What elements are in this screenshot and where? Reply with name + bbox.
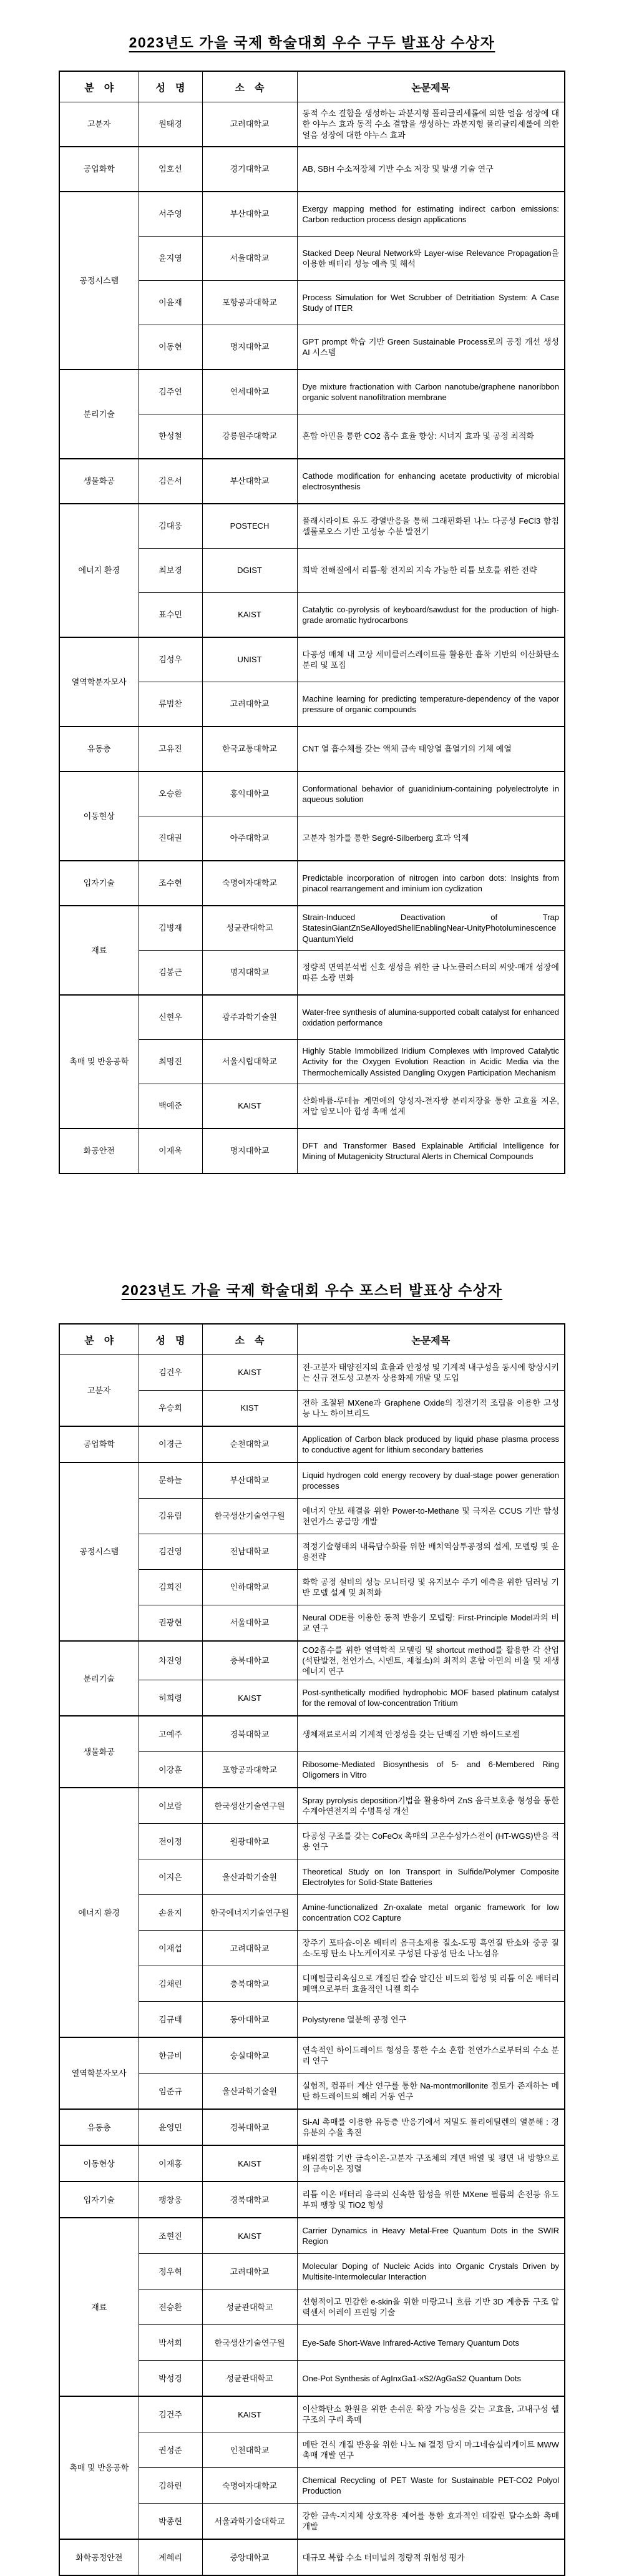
paper-title-cell: Application of Carbon black produced by liquid phase plasma process to conductive agent for lithium secondary batteries: [297, 1426, 565, 1462]
field-cell: 열역학분자모사: [59, 637, 139, 727]
affiliation-cell: 고려대학교: [202, 102, 297, 147]
paper-title-cell: Liquid hydrogen cold energy recovery by dual-stage power generation processes: [297, 1462, 565, 1499]
document-content: [59, 0, 565, 2576]
affiliation-cell: 경북대학교: [202, 1716, 297, 1752]
poster-award-table-body: [59, 1355, 565, 2576]
affiliation-cell: 아주대학교: [202, 816, 297, 861]
affiliation-cell: 충북대학교: [202, 1966, 297, 2002]
name-cell: 신현우: [139, 995, 202, 1040]
poster-award-table-header: [59, 1324, 565, 1355]
paper-title-cell: Stacked Deep Neural Network와 Layer-wise Relevance Propagation을 이용한 배터리 성능 예측 및 해석: [297, 237, 565, 281]
table-row: [59, 1462, 565, 1499]
affiliation-cell: 포항공과대학교: [202, 1752, 297, 1788]
table-row: [59, 1641, 565, 1680]
name-cell: 서주영: [139, 192, 202, 237]
paper-title-cell: CNT 열 흡수체를 갖는 액체 금속 태양열 흡열기의 기체 예열: [297, 727, 565, 771]
field-cell: 생물화공: [59, 459, 139, 504]
paper-title-cell: Water-free synthesis of alumina-supported cobalt catalyst for enhanced oxidation performance: [297, 995, 565, 1040]
name-cell: 김건우: [139, 1355, 202, 1391]
affiliation-cell: 서울대학교: [202, 237, 297, 281]
affiliation-cell: 한국생산기술연구원: [202, 1788, 297, 1824]
name-cell: 김대웅: [139, 504, 202, 549]
name-cell: 전이정: [139, 1824, 202, 1859]
table-row: [59, 1788, 565, 1824]
field-cell: 재료: [59, 906, 139, 995]
paper-title-cell: Carrier Dynamics in Heavy Metal-Free Quantum Dots in the SWIR Region: [297, 2218, 565, 2254]
field-cell: 화학공정안전: [59, 2539, 139, 2575]
table-row: [59, 2037, 565, 2074]
name-cell: 계혜리: [139, 2539, 202, 2575]
column-header-field: 분 야: [59, 1324, 139, 1355]
affiliation-cell: 중앙대학교: [202, 2539, 297, 2575]
name-cell: 이경근: [139, 1426, 202, 1462]
field-cell: 공업화학: [59, 1426, 139, 1462]
field-cell: 열역학분자모사: [59, 2037, 139, 2109]
table-row: [59, 102, 565, 147]
table-row: [59, 370, 565, 414]
oral-award-table-header: [59, 71, 565, 102]
field-cell: 입자기술: [59, 861, 139, 906]
affiliation-cell: 숙명여자대학교: [202, 2468, 297, 2504]
affiliation-cell: 연세대학교: [202, 370, 297, 414]
paper-title-cell: 전하 조절된 MXene과 Graphene Oxide의 정전기적 조립을 이용한 고성능 나노 하이브리드: [297, 1391, 565, 1427]
column-header-paper-title: 논문제목: [297, 1324, 565, 1355]
name-cell: 오승환: [139, 771, 202, 816]
table-row: [59, 727, 565, 771]
name-cell: 박성경: [139, 2361, 202, 2397]
paper-title-cell: Spray pyrolysis deposition기법을 활용하여 ZnS 음극보호층 형성을 통한 수계아연전지의 수명특성 개선: [297, 1788, 565, 1824]
field-cell: 이동현상: [59, 771, 139, 861]
table-row: [59, 2539, 565, 2575]
header-row: [59, 71, 565, 102]
paper-title-cell: 혼합 아민을 통한 CO2 흡수 효율 향상: 시너지 효과 및 공정 최적화: [297, 414, 565, 459]
paper-title-cell: 대규모 복합 수소 터미널의 정량적 위험성 평가: [297, 2539, 565, 2575]
field-cell: 고분자: [59, 1355, 139, 1427]
name-cell: 차진영: [139, 1641, 202, 1680]
name-cell: 이강훈: [139, 1752, 202, 1788]
oral-award-title: 2023년도 가을 국제 학술대회 우수 구두 발표상 수상자: [129, 34, 495, 51]
affiliation-cell: 고려대학교: [202, 682, 297, 727]
name-cell: 김하린: [139, 2468, 202, 2504]
name-cell: 김희진: [139, 1570, 202, 1605]
paper-title-cell: Eye-Safe Short-Wave Infrared-Active Ternary Quantum Dots: [297, 2325, 565, 2361]
paper-title-cell: Chemical Recycling of PET Waste for Sustainable PET-CO2 Polyol Production: [297, 2468, 565, 2504]
name-cell: 조현진: [139, 2218, 202, 2254]
field-cell: 입자기술: [59, 2182, 139, 2218]
affiliation-cell: 광주과학기술원: [202, 995, 297, 1040]
paper-title-cell: 정량적 면역분석법 신호 생성을 위한 금 나노클러스터의 씨앗-매개 성장에 따른 소광 변화: [297, 951, 565, 996]
table-row: [59, 1355, 565, 1391]
paper-title-cell: 산화바륨-루테늄 계면에의 양성자-전자쌍 분리저장을 통한 고효율 저온, 저압 암모니아 합성 촉매 설계: [297, 1084, 565, 1129]
paper-title-cell: 화학 공정 설비의 성능 모니터링 및 유지보수 주기 예측을 위한 딥러닝 기반 모델 설계 및 최적화: [297, 1570, 565, 1605]
affiliation-cell: 성균관대학교: [202, 2361, 297, 2397]
column-header-field: 분 야: [59, 71, 139, 102]
name-cell: 김주연: [139, 370, 202, 414]
oral-award-table-body: [59, 102, 565, 1174]
field-cell: 분리기술: [59, 370, 139, 459]
table-row: [59, 2109, 565, 2145]
affiliation-cell: 성균관대학교: [202, 2290, 297, 2325]
field-cell: 공정시스템: [59, 192, 139, 370]
name-cell: 진대권: [139, 816, 202, 861]
table-row: [59, 995, 565, 1040]
name-cell: 조수현: [139, 861, 202, 906]
name-cell: 표수민: [139, 593, 202, 638]
affiliation-cell: KAIST: [202, 2145, 297, 2182]
name-cell: 정우혁: [139, 2254, 202, 2290]
affiliation-cell: 한국교통대학교: [202, 727, 297, 771]
affiliation-cell: 울산과학기술원: [202, 1859, 297, 1895]
affiliation-cell: 전남대학교: [202, 1534, 297, 1570]
affiliation-cell: 강릉원주대학교: [202, 414, 297, 459]
name-cell: 권성준: [139, 2432, 202, 2468]
name-cell: 이재섭: [139, 1931, 202, 1966]
affiliation-cell: 고려대학교: [202, 1931, 297, 1966]
paper-title-cell: Strain-Induced Deactivation of Trap StatesinGiantZnSeAlloyedShellEnablingNear-UnityPhotoluminescence QuantumYield: [297, 906, 565, 951]
name-cell: 박종현: [139, 2504, 202, 2540]
column-header-name: 성 명: [139, 71, 202, 102]
field-cell: 재료: [59, 2218, 139, 2396]
paper-title-cell: 이산화탄소 환원을 위한 손쉬운 확장 가능성을 갖는 고효율, 고내구성 쉘 구조의 구리 촉매: [297, 2396, 565, 2432]
table-row: [59, 1129, 565, 1173]
field-cell: 공정시스템: [59, 1462, 139, 1641]
affiliation-cell: 인하대학교: [202, 1570, 297, 1605]
affiliation-cell: 명지대학교: [202, 325, 297, 370]
name-cell: 우승희: [139, 1391, 202, 1427]
affiliation-cell: 한국에너지기술연구원: [202, 1895, 297, 1931]
paper-title-cell: 다공성 매체 내 고상 세미클러스레이트를 활용한 흡착 기반의 이산화탄소 분리 및 포집: [297, 637, 565, 682]
paper-title-cell: 리튬 이온 배터리 음극의 신속한 합성을 위한 MXene 필름의 손전등 유도 부피 팽창 및 TiO2 형성: [297, 2182, 565, 2218]
affiliation-cell: 서울과학기술대학교: [202, 2504, 297, 2540]
field-cell: 촉매 및 반응공학: [59, 2396, 139, 2539]
table-row: [59, 771, 565, 816]
affiliation-cell: 한국생산기술연구원: [202, 2325, 297, 2361]
paper-title-cell: 고분자 첨가를 통한 Segré-Silberberg 효과 억제: [297, 816, 565, 861]
affiliation-cell: KAIST: [202, 1355, 297, 1391]
paper-title-cell: CO2흡수를 위한 열역학적 모델링 및 shortcut method를 활용한 각 산업(석탄발전, 천연가스, 시멘트, 제철소)의 최적의 혼합 아민의 비율 및 재생에너지 연구: [297, 1641, 565, 1680]
paper-title-cell: Ribosome-Mediated Biosynthesis of 5- and 6-Membered Ring Oligomers in Vitro: [297, 1752, 565, 1788]
paper-title-cell: 적정기술형태의 내륙담수화를 위한 배치역삼투공정의 설계, 모델링 및 운용전략: [297, 1534, 565, 1570]
paper-title-cell: Machine learning for predicting temperature-dependency of the vapor pressure of organic compounds: [297, 682, 565, 727]
paper-title-cell: 강한 금속-지지체 상호작용 제어를 통한 효과적인 데칼린 탈수소화 촉매 개발: [297, 2504, 565, 2540]
name-cell: 윤지영: [139, 237, 202, 281]
paper-title-cell: 디메틸글리옥심으로 개질된 칼슘 알긴산 비드의 합성 및 리튬 이온 배터리 폐액으로부터 효율적인 니켈 회수: [297, 1966, 565, 2002]
name-cell: 한금비: [139, 2037, 202, 2074]
paper-title-cell: Highly Stable Immobilized Iridium Complexes with Improved Catalytic Activity for the Oxygen Evolution Reaction in Acidic Media via the Thermochemically Assisted Dangling Oxygen Participation Mechanism: [297, 1040, 565, 1084]
field-cell: 촉매 및 반응공학: [59, 995, 139, 1129]
affiliation-cell: 숙명여자대학교: [202, 861, 297, 906]
paper-title-cell: 전-고분자 태양전지의 효율과 안정성 및 기계적 내구성을 동시에 향상시키는 신규 전도성 고분자 상용화제 개발 및 도입: [297, 1355, 565, 1391]
name-cell: 김은서: [139, 459, 202, 504]
name-cell: 팽창웅: [139, 2182, 202, 2218]
paper-title-cell: 연속적인 하이드레이트 형성을 통한 수소 혼합 천연가스로부터의 수소 분리 연구: [297, 2037, 565, 2074]
affiliation-cell: 홍익대학교: [202, 771, 297, 816]
paper-title-cell: Polystyrene 열분해 공정 연구: [297, 2002, 565, 2038]
name-cell: 권광현: [139, 1605, 202, 1642]
name-cell: 백예준: [139, 1084, 202, 1129]
table-row: [59, 192, 565, 237]
affiliation-cell: UNIST: [202, 637, 297, 682]
paper-title-cell: Predictable incorporation of nitrogen into carbon dots: Insights from pinacol rearrangement and iminium ion cyclization: [297, 861, 565, 906]
name-cell: 엄호선: [139, 147, 202, 192]
field-cell: 공업화학: [59, 147, 139, 192]
name-cell: 김성우: [139, 637, 202, 682]
affiliation-cell: POSTECH: [202, 504, 297, 549]
column-header-name: 성 명: [139, 1324, 202, 1355]
table-row: [59, 2396, 565, 2432]
affiliation-cell: 서울시립대학교: [202, 1040, 297, 1084]
affiliation-cell: 한국생산기술연구원: [202, 1499, 297, 1534]
paper-title-cell: Exergy mapping method for estimating indirect carbon emissions: Carbon reduction process design applications: [297, 192, 565, 237]
name-cell: 손윤지: [139, 1895, 202, 1931]
affiliation-cell: 경북대학교: [202, 2182, 297, 2218]
affiliation-cell: 충북대학교: [202, 1641, 297, 1680]
paper-title-cell: One-Pot Synthesis of AgInxGa1-xS2/AgGaS2 Quantum Dots: [297, 2361, 565, 2397]
paper-title-cell: 에너지 안보 해결을 위한 Power-to-Methane 및 극저온 CCUS 기반 합성천연가스 공급망 개발: [297, 1499, 565, 1534]
column-header-affiliation: 소 속: [202, 1324, 297, 1355]
affiliation-cell: 동아대학교: [202, 2002, 297, 2038]
affiliation-cell: KAIST: [202, 1680, 297, 1717]
paper-title-cell: GPT prompt 학습 기반 Green Sustainable Process로의 공정 개선 생성 AI 시스템: [297, 325, 565, 370]
paper-title-cell: 선형적이고 민감한 e-skin을 위한 마랑고니 흐름 기반 3D 계층돔 구조 압력센서 어레이 프린팅 기술: [297, 2290, 565, 2325]
name-cell: 김건영: [139, 1534, 202, 1570]
name-cell: 이윤재: [139, 281, 202, 325]
name-cell: 김건주: [139, 2396, 202, 2432]
table-row: [59, 459, 565, 504]
paper-title-cell: AB, SBH 수소저장체 기반 수소 저장 및 발생 기술 연구: [297, 147, 565, 192]
name-cell: 김규태: [139, 2002, 202, 2038]
affiliation-cell: 부산대학교: [202, 459, 297, 504]
paper-title-cell: Neural ODE를 이용한 동적 반응기 모델링: First-Principle Model과의 비교 연구: [297, 1605, 565, 1642]
name-cell: 류범찬: [139, 682, 202, 727]
paper-title-cell: 동적 수소 결합을 생성하는 과분지형 폴리글리세롤에 의한 얼음 성장에 대한 야누스 효과 동적 수소 결합을 생성하는 과분지형 폴리글리세롤에 의한 얼음 성장에 대한 야누스 효과: [297, 102, 565, 147]
name-cell: 원태경: [139, 102, 202, 147]
name-cell: 한성철: [139, 414, 202, 459]
affiliation-cell: KAIST: [202, 593, 297, 638]
table-row: [59, 637, 565, 682]
paper-title-cell: Process Simulation for Wet Scrubber of Detritiation System: A Case Study of ITER: [297, 281, 565, 325]
paper-title-cell: 생체재료로서의 기계적 안정성을 갖는 단백질 기반 하이드로젤: [297, 1716, 565, 1752]
name-cell: 전승환: [139, 2290, 202, 2325]
affiliation-cell: 고려대학교: [202, 2254, 297, 2290]
paper-title-cell: Amine-functionalized Zn-oxalate metal organic framework for low concentration CO2 Capture: [297, 1895, 565, 1931]
affiliation-cell: 부산대학교: [202, 1462, 297, 1499]
poster-award-table: [59, 1323, 565, 2576]
field-cell: 유동층: [59, 727, 139, 771]
affiliation-cell: KIST: [202, 1391, 297, 1427]
name-cell: 허희령: [139, 1680, 202, 1717]
table-row: [59, 504, 565, 549]
table-row: [59, 2182, 565, 2218]
paper-title-cell: 배위결합 기반 금속이온-고분자 구조체의 계면 배열 및 평면 내 방향으로의 금속이온 정렬: [297, 2145, 565, 2182]
affiliation-cell: 원광대학교: [202, 1824, 297, 1859]
paper-title-cell: Theoretical Study on Ion Transport in Sulfide/Polymer Composite Electrolytes for Solid-State Batteries: [297, 1859, 565, 1895]
affiliation-cell: 울산과학기술원: [202, 2074, 297, 2110]
affiliation-cell: 경북대학교: [202, 2109, 297, 2145]
affiliation-cell: KAIST: [202, 2218, 297, 2254]
paper-title-cell: Si-Al 촉매를 이용한 유동층 반응기에서 저밀도 폴리에틸렌의 열분해 : 경유분의 수율 촉진: [297, 2109, 565, 2145]
column-header-paper-title: 논문제목: [297, 71, 565, 102]
table-row: [59, 2218, 565, 2254]
name-cell: 김병재: [139, 906, 202, 951]
affiliation-cell: 숭실대학교: [202, 2037, 297, 2074]
name-cell: 고예주: [139, 1716, 202, 1752]
name-cell: 이지은: [139, 1859, 202, 1895]
field-cell: 에너지 환경: [59, 1788, 139, 2037]
affiliation-cell: KAIST: [202, 2396, 297, 2432]
affiliation-cell: 성균관대학교: [202, 906, 297, 951]
field-cell: 생물화공: [59, 1716, 139, 1788]
field-cell: 분리기술: [59, 1641, 139, 1716]
name-cell: 문하늘: [139, 1462, 202, 1499]
field-cell: 유동층: [59, 2109, 139, 2145]
affiliation-cell: KAIST: [202, 1084, 297, 1129]
name-cell: 임준규: [139, 2074, 202, 2110]
table-row: [59, 906, 565, 951]
name-cell: 최보경: [139, 549, 202, 593]
poster-award-title: 2023년도 가을 국제 학술대회 우수 포스터 발표상 수상자: [121, 1282, 503, 1298]
name-cell: 이재홍: [139, 2145, 202, 2182]
paper-title-cell: 다공성 구조를 갖는 CoFeOx 촉매의 고온수성가스전이 (HT-WGS)반응 적용 연구: [297, 1824, 565, 1859]
affiliation-cell: 포항공과대학교: [202, 281, 297, 325]
name-cell: 이동현: [139, 325, 202, 370]
affiliation-cell: 부산대학교: [202, 192, 297, 237]
paper-title-cell: 실험적, 컴퓨터 계산 연구를 통한 Na-montmorillonite 점토가 존재하는 메탄 하드레이트의 해리 거동 연구: [297, 2074, 565, 2110]
affiliation-cell: 서울대학교: [202, 1605, 297, 1642]
name-cell: 이재욱: [139, 1129, 202, 1173]
paper-title-cell: 희박 전해질에서 리튬-황 전지의 지속 가능한 리튬 보호를 위한 전략: [297, 549, 565, 593]
affiliation-cell: 순천대학교: [202, 1426, 297, 1462]
field-cell: 고분자: [59, 102, 139, 147]
paper-title-cell: DFT and Transformer Based Explainable Artificial Intelligence for Mining of Mutagenicity Structural Alerts in Chemical Compounds: [297, 1129, 565, 1173]
name-cell: 최명진: [139, 1040, 202, 1084]
name-cell: 김유림: [139, 1499, 202, 1534]
paper-title-cell: Dye mixture fractionation with Carbon nanotube/graphene nanoribbon organic solvent nanofiltration membrane: [297, 370, 565, 414]
paper-title-cell: Post-synthetically modified hydrophobic MOF based platinum catalyst for the removal of low-concentration Tritium: [297, 1680, 565, 1717]
paper-title-cell: Conformational behavior of guanidinium-containing polyelectrolyte in aqueous solution: [297, 771, 565, 816]
name-cell: 김채린: [139, 1966, 202, 2002]
field-cell: 에너지 환경: [59, 504, 139, 637]
table-row: [59, 1716, 565, 1752]
name-cell: 이보람: [139, 1788, 202, 1824]
field-cell: 화공안전: [59, 1129, 139, 1173]
paper-title-cell: 메탄 건식 개질 반응을 위한 나노 Ni 결정 담지 마그네슘실리케이트 MWW 촉매 개발 연구: [297, 2432, 565, 2468]
column-header-affiliation: 소 속: [202, 71, 297, 102]
header-row: [59, 1324, 565, 1355]
table-row: [59, 2145, 565, 2182]
paper-title-cell: Molecular Doping of Nucleic Acids into Organic Crystals Driven by Multisite-Intermolecular Interaction: [297, 2254, 565, 2290]
paper-title-cell: Catalytic co-pyrolysis of keyboard/sawdust for the production of high-grade aromatic hydrocarbons: [297, 593, 565, 638]
name-cell: 김봉근: [139, 951, 202, 996]
affiliation-cell: 명지대학교: [202, 1129, 297, 1173]
name-cell: 고유진: [139, 727, 202, 771]
oral-award-table: [59, 71, 565, 1174]
name-cell: 윤영민: [139, 2109, 202, 2145]
table-row: [59, 1426, 565, 1462]
affiliation-cell: 명지대학교: [202, 951, 297, 996]
affiliation-cell: 경기대학교: [202, 147, 297, 192]
affiliation-cell: DGIST: [202, 549, 297, 593]
table-row: [59, 861, 565, 906]
field-cell: 이동현상: [59, 2145, 139, 2182]
name-cell: 박서희: [139, 2325, 202, 2361]
table-row: [59, 147, 565, 192]
paper-title-cell: 플래시라이트 유도 광열반응을 통해 그래핀화된 나노 다공성 FeCl3 함침 셀룰로오스 기반 고성능 수분 발전기: [297, 504, 565, 549]
paper-title-cell: Cathode modification for enhancing acetate productivity of microbial electrosynthesis: [297, 459, 565, 504]
affiliation-cell: 인천대학교: [202, 2432, 297, 2468]
paper-title-cell: 장주기 포타슘-이온 배터리 음극소재용 질소-도핑 흑연질 탄소와 중공 질소-도핑 탄소 나노케이지로 구성된 다공성 탄소 나노섬유: [297, 1931, 565, 1966]
